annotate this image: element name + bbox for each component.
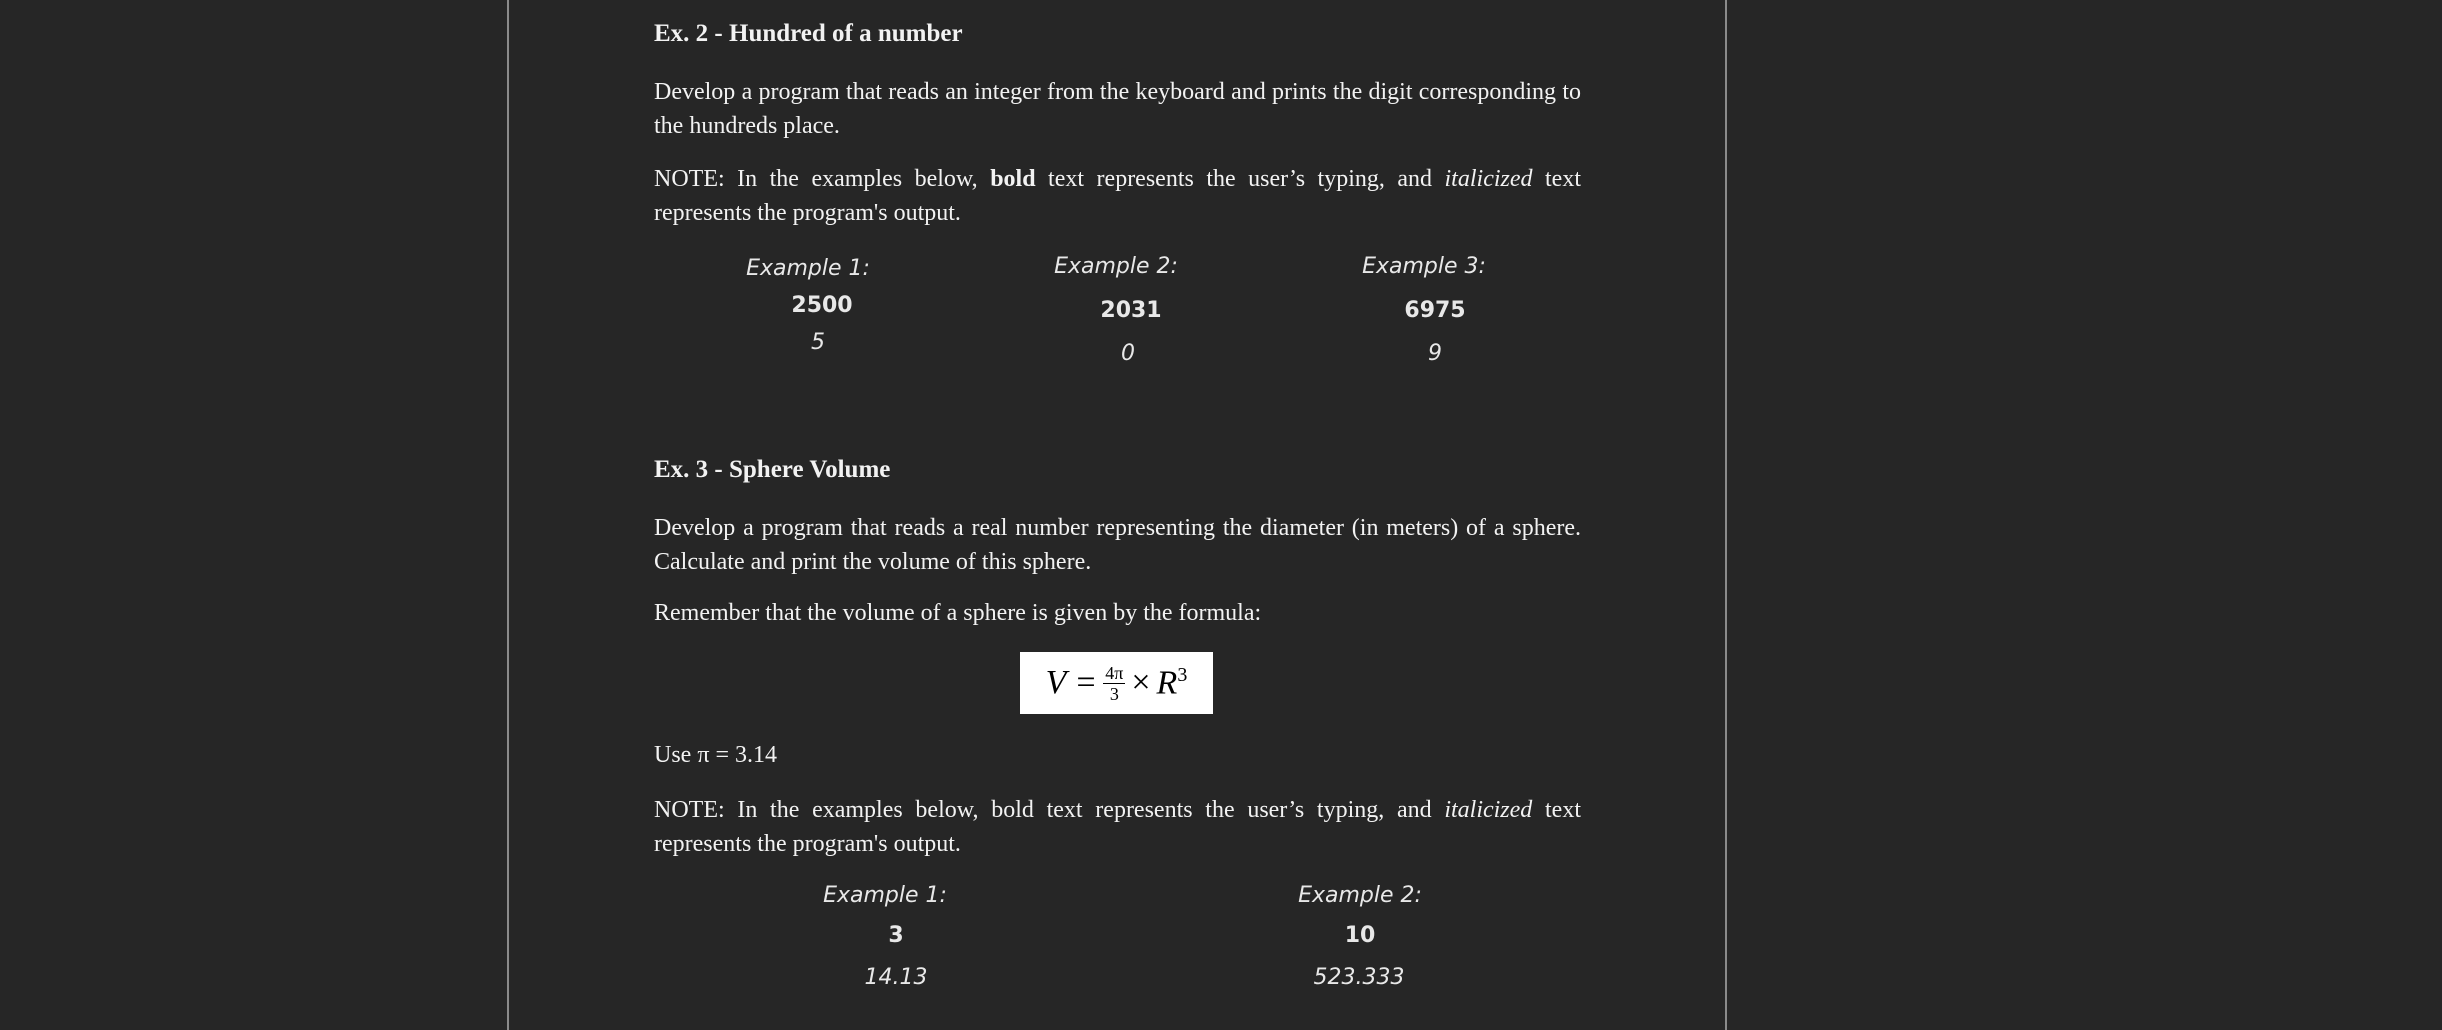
ex3-example2-input: 10 [1344, 923, 1376, 948]
page-left-border [507, 0, 509, 1030]
page-right-border [1725, 0, 1727, 1030]
ex2-example3-label: Example 3: [1362, 254, 1486, 279]
ex2-example1-output: 5 [811, 330, 825, 355]
ex2-description: Develop a program that reads an integer from the keyboard and prints the digit corresponding to the hundreds place. [654, 79, 1581, 139]
note-text: text represents the user’s typing, and [1035, 166, 1445, 192]
ex3-example1-label: Example 1: [823, 883, 947, 908]
ex2-example2-input: 2031 [1100, 298, 1162, 323]
ex2-note [654, 162, 1581, 230]
formula-exponent: 3 [1177, 663, 1188, 686]
ex2-heading: Ex. 2 - Hundred of a number [654, 20, 963, 47]
formula-lhs: V = [1045, 664, 1098, 701]
formula-denominator: 3 [1109, 683, 1119, 704]
note-text: text represents the program's output. [654, 797, 1581, 857]
ex2-example3-input: 6975 [1404, 298, 1466, 323]
formula-base: R [1156, 664, 1178, 702]
formula-fraction [1103, 663, 1125, 704]
ex2-example2-output: 0 [1121, 341, 1135, 366]
note-italic: italicized [1444, 166, 1533, 192]
ex3-heading: Ex. 3 - Sphere Volume [654, 456, 891, 483]
note-italic: italicized [1444, 797, 1533, 823]
ex3-note [654, 793, 1581, 861]
ex3-remember: Remember that the volume of a sphere is given by the formula: [654, 600, 1262, 626]
ex3-example1-input: 3 [888, 923, 904, 948]
ex3-example2-output: 523.333 [1313, 965, 1405, 990]
ex3-example1-output: 14.13 [864, 965, 928, 990]
note-text: NOTE: In the examples below, bold text represents the user’s typing, and [654, 797, 1445, 823]
note-bold: bold [990, 166, 1036, 192]
formula-times: × [1131, 664, 1151, 701]
note-text: NOTE: In the examples below, [654, 166, 991, 192]
ex2-example1-label: Example 1: [746, 256, 870, 281]
formula-numerator: 4π [1105, 662, 1124, 683]
sphere-volume-formula [1020, 652, 1213, 714]
note-text: text represents the program's output. [654, 166, 1581, 226]
ex2-example1-input: 2500 [791, 293, 853, 318]
ex3-example2-label: Example 2: [1298, 883, 1422, 908]
ex3-description: Develop a program that reads a real number representing the diameter (in meters) of a sphere. Calculate and print the volume of this sphere. [654, 515, 1581, 575]
ex2-example3-output: 9 [1428, 341, 1442, 366]
ex3-pi-note: Use π = 3.14 [654, 742, 777, 768]
ex2-example2-label: Example 2: [1054, 254, 1178, 279]
